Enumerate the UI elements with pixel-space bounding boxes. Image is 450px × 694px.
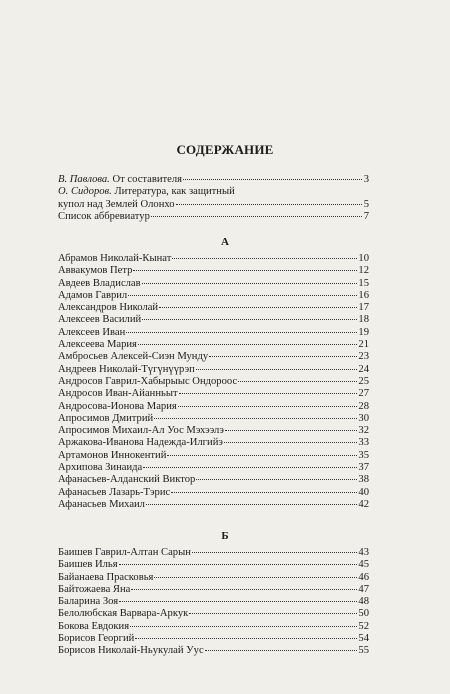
leader-dots (189, 613, 357, 614)
toc-entry (58, 278, 369, 290)
section-letter: Б (221, 530, 229, 542)
toc-entry (58, 265, 369, 277)
toc-entry (58, 314, 369, 326)
page-number: 54 (358, 633, 369, 645)
toc-entry (58, 474, 369, 486)
leader-dots (196, 369, 358, 370)
leader-dots (142, 283, 358, 284)
toc-entry (58, 596, 369, 608)
toc-entry (58, 450, 369, 462)
section-list (58, 547, 369, 658)
leader-dots (143, 467, 357, 468)
intro-text: Список аббревиатур (58, 210, 150, 222)
leader-dots (151, 216, 362, 217)
page-number: 23 (358, 351, 369, 363)
entry-name: Борисов Георгий (58, 633, 135, 645)
leader-dots (179, 393, 358, 394)
page-number: 12 (358, 265, 369, 277)
toc-entry (58, 364, 369, 376)
entry-name: Алексеев Василий (58, 314, 142, 326)
toc-entry (58, 633, 369, 645)
page-number: 40 (358, 486, 369, 498)
entry-name: Байанаева Прасковья (58, 571, 154, 583)
toc-entry (58, 290, 369, 302)
toc-entry (58, 327, 369, 339)
intro-item (58, 186, 369, 198)
toc-entry (58, 302, 369, 314)
leader-dots (238, 381, 357, 382)
entry-name: Алексеев Иван (58, 326, 126, 338)
page-number: 38 (358, 474, 369, 486)
intro-author: В. Павлова. (58, 174, 110, 185)
leader-dots (135, 638, 357, 639)
page-number: 3 (363, 174, 369, 185)
leader-dots (154, 418, 357, 419)
toc-entry (58, 437, 369, 449)
section-letter: А (221, 236, 229, 248)
leader-dots (133, 270, 357, 271)
entry-name: Андросова-Ионова Мария (58, 400, 177, 412)
leader-dots (142, 319, 357, 320)
section-list (58, 253, 369, 511)
entry-name: Афанасьев-Алданский Виктор (58, 474, 196, 486)
toc-entry (58, 376, 369, 388)
leader-dots (224, 442, 357, 443)
entry-name: Алексеева Мария (58, 339, 137, 351)
page-title: СОДЕРЖАНИЕ (176, 142, 274, 157)
toc-entry (58, 487, 369, 499)
page-number: 42 (358, 498, 369, 510)
entry-name: Баларина Зоя (58, 596, 119, 608)
entry-name: Адамов Гаврил (58, 289, 128, 301)
entry-name: Андросов Гаврил-Хабырыыс Ондороос (58, 375, 238, 387)
entry-name: Андросов Иван-Айанньыт (58, 388, 178, 400)
leader-dots (131, 589, 357, 590)
entry-name: Абрамов Николай-Кынат (58, 253, 172, 264)
leader-dots (130, 626, 357, 627)
page-number: 33 (358, 437, 369, 449)
entry-name: Баишев Гаврил-Алтан Сарын (58, 547, 191, 558)
intro-text: От составителя (112, 174, 183, 185)
entry-name: Артамонов Иннокентий (58, 449, 167, 461)
intro-list (58, 174, 369, 223)
toc-entry (58, 645, 369, 657)
toc-entry (58, 621, 369, 633)
toc-entry (58, 388, 369, 400)
page-number: 15 (358, 277, 369, 289)
entry-name: Апросимов Михаил-Ал Уос Мэхээлэ (58, 425, 224, 437)
entry-name: Бокова Евдокия (58, 620, 130, 632)
page-number: 18 (358, 314, 369, 326)
leader-dots (146, 504, 357, 505)
toc-entry (58, 253, 369, 265)
leader-dots (171, 492, 357, 493)
entry-name: Борисов Николай-Ньукулай Уус (58, 645, 204, 657)
page-number: 50 (358, 608, 369, 620)
entry-name: Архипова Зинаида (58, 462, 143, 474)
toc-entry (58, 572, 369, 584)
entry-name: Байтожаева Яна (58, 583, 131, 595)
intro-author: О. Сидоров. (58, 186, 112, 198)
leader-dots (172, 258, 357, 259)
toc-entry (58, 351, 369, 363)
intro-item (58, 199, 369, 211)
leader-dots (159, 307, 357, 308)
entry-name: Аржакова-Иванова Надежда-Илгийэ (58, 437, 223, 449)
leader-dots (178, 406, 358, 407)
page-number: 10 (358, 253, 369, 264)
leader-dots (205, 650, 358, 651)
leader-dots (119, 601, 357, 602)
leader-dots (209, 356, 357, 357)
intro-text: купол над Землей Олонхо (58, 198, 175, 210)
page-number: 27 (358, 388, 369, 400)
toc-entry (58, 547, 369, 559)
toc-entry (58, 559, 369, 571)
leader-dots (225, 430, 358, 431)
leader-dots (192, 552, 358, 553)
toc-entry (58, 413, 369, 425)
leader-dots (183, 179, 362, 180)
page-number: 28 (358, 400, 369, 412)
toc-entry (58, 608, 369, 620)
page-number: 46 (358, 571, 369, 583)
page-number: 21 (358, 339, 369, 351)
entry-name: Баишев Илья (58, 559, 118, 571)
entry-name: Александров Николай (58, 302, 159, 314)
page-number: 19 (358, 326, 369, 338)
leader-dots (128, 295, 357, 296)
entry-name: Белолюбская Варвара-Аркук (58, 608, 189, 620)
page-number: 48 (358, 596, 369, 608)
page-number: 55 (358, 645, 369, 657)
page-number: 17 (358, 302, 369, 314)
leader-dots (167, 455, 357, 456)
page-number: 32 (358, 425, 369, 437)
toc-entry (58, 499, 369, 511)
toc-entry (58, 401, 369, 413)
intro-text: Литература, как защитный (114, 186, 235, 198)
page-number: 37 (358, 462, 369, 474)
entry-name: Аввакумов Петр (58, 265, 133, 277)
page-number: 30 (358, 412, 369, 424)
page-number: 16 (358, 289, 369, 301)
page-number: 5 (363, 198, 369, 210)
leader-dots (154, 577, 357, 578)
toc-entry (58, 339, 369, 351)
leader-dots (119, 564, 358, 565)
toc-entry (58, 462, 369, 474)
page-number: 25 (358, 375, 369, 387)
toc-entry (58, 425, 369, 437)
page-number: 24 (358, 363, 369, 375)
entry-name: Афанасьев Лазарь-Тэрис (58, 486, 171, 498)
leader-dots (196, 479, 357, 480)
entry-name: Афанасьев Михаил (58, 498, 145, 510)
toc-entry (58, 584, 369, 596)
page-number: 47 (358, 583, 369, 595)
leader-dots (126, 332, 357, 333)
entry-name: Апросимов Дмитрий (58, 412, 154, 424)
page-number: 52 (358, 620, 369, 632)
page-number: 45 (358, 559, 369, 571)
leader-dots (176, 204, 362, 205)
intro-item (58, 211, 369, 223)
page-number: 7 (363, 210, 369, 222)
page-number: 43 (358, 547, 369, 558)
entry-name: Авдеев Владислав (58, 277, 141, 289)
leader-dots (138, 344, 357, 345)
intro-item (58, 174, 369, 186)
entry-name: Амбросьев Алексей-Сиэн Мунду (58, 351, 209, 363)
page-number: 35 (358, 449, 369, 461)
entry-name: Андреев Николай-Түгүнүүрэп (58, 363, 195, 375)
